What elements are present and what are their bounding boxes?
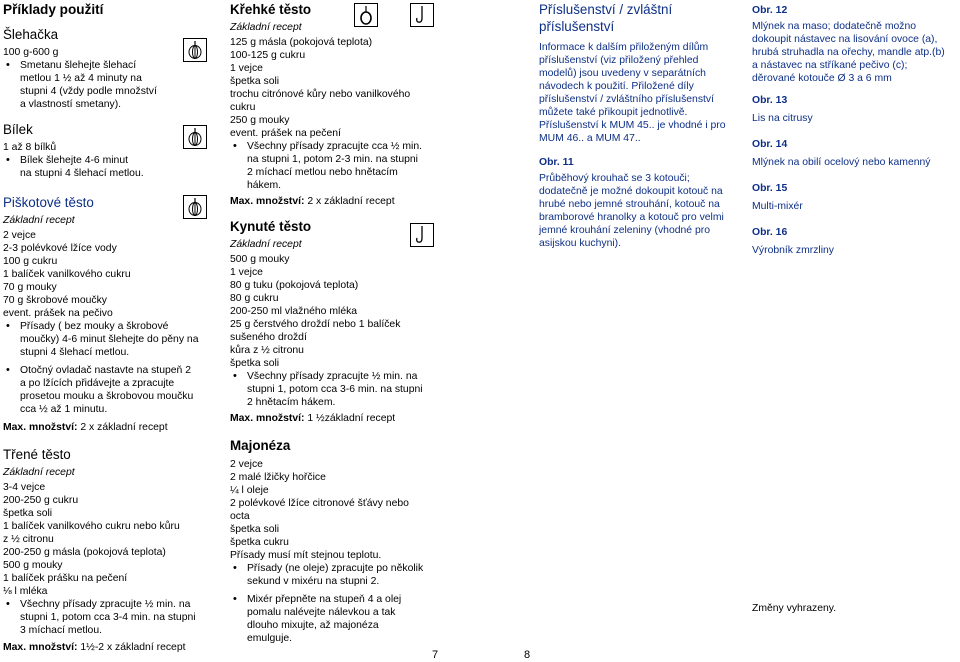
instruction-list bbox=[3, 598, 216, 637]
instruction-list bbox=[3, 320, 216, 416]
figure-text-12: Mlýnek na maso; dodatečně možno dokoupit nástavec na lisování ovoce (a), hrubá struhadla na ořechy, mandle atp.(b) a nástavec na stříkané pečivo (c); děrované kotouče Ø 3 a 6 mm bbox=[752, 21, 945, 84]
instruction-item: • Všechny přísady zpracujte cca ½ min. na stupni 1, potom 2-3 min. na stupni 2 míchací metlou nebo hnětacím hákem. bbox=[247, 140, 445, 192]
column-4 bbox=[752, 0, 958, 257]
page-number-right: 8 bbox=[524, 649, 531, 661]
recipe-subtitle: Základní recept bbox=[3, 467, 75, 478]
section-title-bilek: Bílek bbox=[3, 122, 33, 137]
amount-text: 100 g-600 g bbox=[3, 47, 59, 58]
whisk-icon bbox=[183, 38, 207, 62]
amount-text: 1 až 8 bílků bbox=[3, 142, 57, 153]
figure-label-14: Obr. 14 bbox=[752, 139, 788, 150]
whisk-icon bbox=[183, 195, 207, 219]
max-amount-value: 2 x základní recept bbox=[304, 196, 395, 207]
max-amount-value: 2 x základní recept bbox=[77, 422, 168, 433]
section-title-piskotove: Piškotové těsto bbox=[3, 195, 94, 210]
ingredients-text: 125 g másla (pokojová teplota) 100-125 g cukru 1 vejce špetka soli trochu citrónové kůry nebo vanilkového cukru 250 g mouky event. prášek na pečení bbox=[230, 37, 411, 139]
page-title: Příklady použití bbox=[3, 2, 104, 17]
dough-hook-icon bbox=[410, 3, 434, 27]
instruction-item: • Všechny přísady zpracujte ½ min. na stupni 1, potom cca 3-6 min. na stupni 2 hnětacím hákem. bbox=[247, 370, 445, 409]
max-amount bbox=[3, 641, 216, 654]
instruction-item: • Mixér přepněte na stupeň 4 a olej pomalu nalévejte nálevkou a tak dlouho mixujte, až majonéza emulguje. bbox=[247, 593, 445, 645]
max-amount-value: 1 ½základní recept bbox=[304, 413, 396, 424]
instruction-list bbox=[230, 140, 445, 192]
figure-label-11: Obr. 11 bbox=[539, 157, 574, 168]
section-title-slehacka: Šlehačka bbox=[3, 27, 59, 42]
instruction-item: • Smetanu šlehejte šlehací metlou 1 ½ až 4 minuty na stupni 4 (vždy podle množství a vlastností smetany). bbox=[20, 59, 216, 111]
max-amount bbox=[230, 195, 445, 208]
section-title-krehke: Křehké těsto bbox=[230, 2, 312, 17]
section-title-kynute: Kynuté těsto bbox=[230, 219, 312, 234]
max-amount-label: Max. množství: bbox=[230, 196, 305, 207]
section-title-majoneza: Majonéza bbox=[230, 438, 291, 453]
accessories-title: Příslušenství / zvláštní příslušenství bbox=[539, 2, 673, 34]
instruction-list bbox=[230, 562, 445, 645]
ingredients-text: 2 vejce 2-3 polévkové lžíce vody 100 g cukru 1 balíček vanilkového cukru 70 g mouky 70 g škrobové moučky event. prášek na pečivo bbox=[3, 230, 131, 319]
max-amount-label: Max. množství: bbox=[230, 413, 305, 424]
instruction-item: • Přísady (ne oleje) zpracujte po několik sekund v mixéru na stupni 2. bbox=[247, 562, 445, 588]
max-amount bbox=[230, 412, 445, 425]
accessories-intro: Informace k dalším přiloženým dílům příslušenství (viz přiložený přehled modelů) jsou uvedeny v separátních návodech k použití. Přiložené díly příslušenství / zvláštního příslušenství můžete také přikoupit jednotlivě. Příslušenství k MUM 45.. je vhodné i pro MUM 46.. a MUM 47.. bbox=[539, 42, 726, 144]
ingredients-text: 500 g mouky 1 vejce 80 g tuku (pokojová teplota) 80 g cukru 200-250 ml vlažného mléka 25 g čerstvého droždí nebo 1 balíček sušeného droždí kůra z ½ citronu špetka soli bbox=[230, 254, 401, 369]
column-2 bbox=[230, 0, 445, 645]
figure-label-15: Obr. 15 bbox=[752, 183, 788, 194]
instruction-item: • Bílek šlehejte 4-6 minut na stupni 4 šlehací metlou. bbox=[20, 154, 216, 180]
column-3 bbox=[539, 0, 744, 250]
figure-text-16: Výrobník zmrzliny bbox=[752, 245, 834, 256]
whisk-icon bbox=[183, 125, 207, 149]
instruction-list bbox=[3, 154, 216, 180]
instruction-list bbox=[3, 59, 216, 111]
instruction-item: • Přísady ( bez mouky a škrobové moučky) 4-6 minut šlehejte do pěny na stupni 4 šlehací metlou. bbox=[20, 320, 216, 359]
figure-text-13: Lis na citrusy bbox=[752, 113, 813, 124]
max-amount bbox=[3, 421, 216, 434]
instruction-list bbox=[230, 370, 445, 409]
figure-text-14: Mlýnek na obilí ocelový nebo kamenný bbox=[752, 157, 931, 168]
figure-text-15: Multi-mixér bbox=[752, 201, 803, 212]
mixing-beater-icon bbox=[354, 3, 378, 27]
max-amount-label: Max. množství: bbox=[3, 642, 78, 653]
ingredients-text: 2 vejce 2 malé lžičky hořčice ¼ l oleje 2 polévkové lžíce citronové šťávy nebo octa špetka soli špetka cukru Přísady musí mít stejnou teplotu. bbox=[230, 459, 409, 561]
section-title-trene: Třené těsto bbox=[3, 447, 71, 462]
page-number-left: 7 bbox=[432, 649, 439, 661]
instruction-item: • Všechny přísady zpracujte ½ min. na stupni 1, potom cca 3-4 min. na stupni 3 míchací metlou. bbox=[20, 598, 216, 637]
figure-text-11: Průběhový krouhač se 3 kotouči; dodatečně je možné dokoupit kotouč na hrubé nebo jemné strouhání, kotouč na bramborové hranolky a kotouč pro velmi jemné krouhání zeleniny (vhodné pro asijskou kuchyni). bbox=[539, 173, 724, 249]
recipe-subtitle: Základní recept bbox=[230, 239, 302, 250]
dough-hook-icon bbox=[410, 223, 434, 247]
figure-label-16: Obr. 16 bbox=[752, 227, 788, 238]
recipe-subtitle: Základní recept bbox=[3, 215, 75, 226]
ingredients-text: 3-4 vejce 200-250 g cukru špetka soli 1 balíček vanilkového cukru nebo kůru z ½ citronu 200-250 g másla (pokojová teplota) 500 g mouky 1 balíček prášku na pečení ⅛ l mléka bbox=[3, 482, 180, 597]
instruction-item: • Otočný ovladač nastavte na stupeň 2 a po lžících přidávejte a zpracujte prosetou mouku a škrobovou moučku cca ½ až 1 minutu. bbox=[20, 364, 216, 416]
max-amount-label: Max. množství: bbox=[3, 422, 78, 433]
figure-label-12: Obr. 12 bbox=[752, 5, 788, 16]
footer-note: Změny vyhrazeny. bbox=[752, 603, 837, 614]
figure-label-13: Obr. 13 bbox=[752, 95, 788, 106]
recipe-subtitle: Základní recept bbox=[230, 22, 302, 33]
max-amount-value: 1½-2 x základní recept bbox=[77, 642, 186, 653]
column-1 bbox=[3, 0, 216, 654]
